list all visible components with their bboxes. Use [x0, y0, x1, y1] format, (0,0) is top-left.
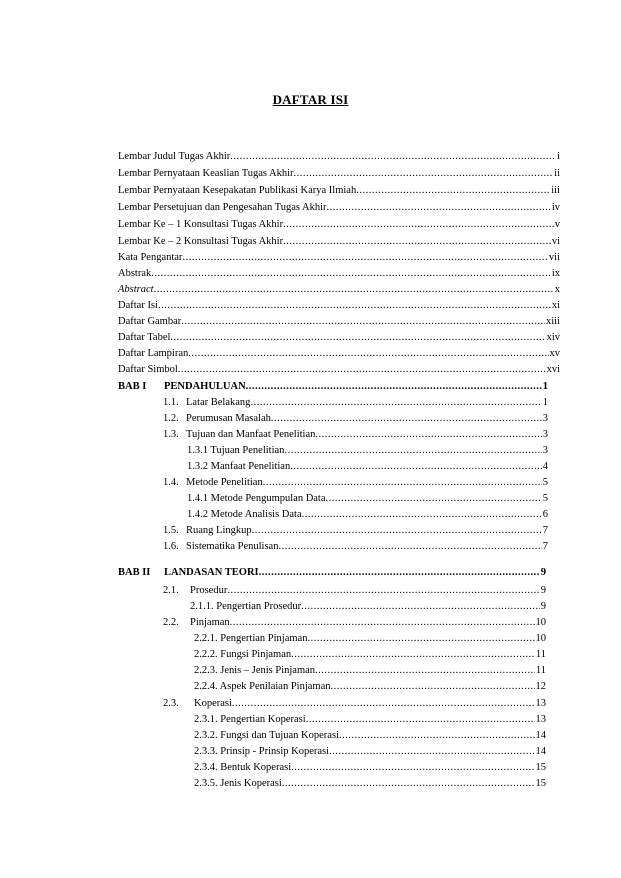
toc-entry-label: Lembar Ke – 2 Konsultasi Tugas Akhir [118, 236, 284, 247]
leader-dots [271, 412, 542, 426]
subsection-label: 1.4.1 Metode Pengumpulan Data [187, 493, 326, 504]
toc-entry-page: xiv [546, 332, 560, 343]
chapter-page: 9 [540, 567, 546, 578]
toc-entry-page: ii [554, 168, 560, 179]
section-label: Latar Belakang [186, 397, 251, 408]
leader-dots [307, 632, 534, 646]
section-page: 10 [535, 617, 546, 628]
toc-entry-label: Kata Pengantar [118, 252, 183, 263]
subsection-label: 2.2.1. Pengertian Pinjaman [194, 633, 308, 644]
toc-entry-label: Lembar Pernyataan Keaslian Tugas Akhir [118, 168, 294, 179]
section-number: 1.3. [163, 429, 179, 440]
chapter-heading [118, 566, 546, 580]
toc-entry-label: Lembar Persetujuan dan Pengesahan Tugas Akhir [118, 202, 327, 213]
section-page: 9 [540, 585, 546, 596]
leader-dots [283, 235, 551, 249]
leader-dots [252, 524, 542, 538]
section-page: 3 [542, 429, 548, 440]
leader-dots [339, 729, 535, 743]
subsection-label: 1.3.2 Manfaat Penelitian [187, 461, 291, 472]
section-number: 2.1. [163, 585, 179, 596]
subsection-label: 2.3.2. Fungsi dan Tujuan Koperasi [194, 730, 339, 741]
toc-entry-label: Lembar Judul Tugas Akhir [118, 151, 231, 162]
toc-subsection [163, 540, 548, 554]
subsection-page: 10 [535, 633, 546, 644]
section-label: Prosedur [190, 585, 228, 596]
section-label: Ruang Lingkup [186, 525, 252, 536]
toc-subsubsection [194, 745, 546, 759]
leader-dots [250, 396, 541, 410]
chapter-title: LANDASAN TEORI [164, 567, 259, 578]
subsection-page: 3 [542, 445, 548, 456]
section-label: Tujuan dan Manfaat Penelitian [186, 429, 316, 440]
section-number: 1.2. [163, 413, 179, 424]
subsection-label: 2.3.1. Pengertian Koperasi [194, 714, 306, 725]
leader-dots [356, 184, 550, 198]
leader-dots [327, 201, 551, 215]
toc-entry-label: Daftar Simbol [118, 364, 178, 375]
subsection-page: 14 [535, 730, 546, 741]
subsection-page: 6 [542, 509, 548, 520]
toc-subsection [163, 428, 548, 442]
toc-entry [118, 218, 560, 232]
section-page: 7 [542, 525, 548, 536]
subsection-page: 11 [535, 649, 546, 660]
subsection-page: 5 [542, 493, 548, 504]
toc-subsection [163, 616, 546, 630]
leader-dots [294, 167, 554, 181]
toc-entry-label: Lembar Pernyataan Kesepakatan Publikasi Karya Ilmiah [118, 185, 357, 196]
section-page: 7 [542, 541, 548, 552]
subsection-label: 2.2.2. Fungsi Pinjaman [194, 649, 292, 660]
toc-entry [118, 347, 560, 361]
toc-entry-page: vi [551, 236, 560, 247]
toc-subsubsection [194, 729, 546, 743]
leader-dots [290, 460, 542, 474]
chapter-number: BAB II [118, 567, 151, 578]
section-number: 2.3. [163, 698, 179, 709]
leader-dots [315, 664, 535, 678]
leader-dots [329, 745, 534, 759]
subsection-page: 14 [535, 746, 546, 757]
leader-dots [291, 761, 534, 775]
subsection-page: 4 [542, 461, 548, 472]
toc-subsubsection [187, 444, 548, 458]
chapter-heading [118, 380, 548, 394]
section-number: 1.5. [163, 525, 179, 536]
chapter-number: BAB I [118, 381, 147, 392]
leader-dots [259, 566, 540, 580]
leader-dots [182, 251, 547, 265]
toc-entry-page: iv [551, 202, 560, 213]
subsection-page: 15 [535, 778, 546, 789]
leader-dots [278, 540, 541, 554]
toc-entry [118, 167, 560, 181]
toc-entry-label: Daftar Isi [118, 300, 158, 311]
section-label: Metode Penelitian [186, 477, 263, 488]
toc-entry-label: Lembar Ke – 1 Konsultasi Tugas Akhir [118, 219, 284, 230]
toc-entry [118, 235, 560, 249]
subsection-page: 9 [540, 601, 546, 612]
leader-dots [181, 315, 545, 329]
section-label: Koperasi [194, 698, 232, 709]
section-page: 5 [542, 477, 548, 488]
subsection-page: 13 [535, 714, 546, 725]
leader-dots [227, 584, 539, 598]
toc-subsection [163, 697, 546, 711]
toc-entry-page: iii [551, 185, 560, 196]
subsection-page: 11 [535, 665, 546, 676]
toc-subsection [163, 524, 548, 538]
page-title: DAFTAR ISI [272, 92, 349, 107]
toc-entry-page: vii [548, 252, 560, 263]
toc-subsubsection [194, 664, 546, 678]
toc-entry-page: i [557, 151, 560, 162]
leader-dots [326, 492, 542, 506]
toc-entry-page: v [554, 219, 560, 230]
leader-dots [178, 363, 546, 377]
toc-subsubsection [194, 632, 546, 646]
section-page: 3 [542, 413, 548, 424]
leader-dots [230, 150, 556, 164]
toc-entry-label: Daftar Tabel [118, 332, 171, 343]
toc-subsubsection [194, 648, 546, 662]
chapter-title: PENDAHULUAN [164, 381, 246, 392]
leader-dots [331, 680, 535, 694]
leader-dots [291, 648, 535, 662]
leader-dots [158, 299, 551, 313]
toc-subsubsection [190, 600, 546, 614]
toc-entry [118, 315, 560, 329]
section-number: 1.1. [163, 397, 179, 408]
toc-entry-page: xv [549, 348, 560, 359]
toc-entry-page: ix [551, 268, 560, 279]
toc-subsubsection [187, 460, 548, 474]
toc-entry-page: xiii [545, 316, 560, 327]
toc-subsubsection [187, 492, 548, 506]
section-label: Sistematika Penulisan [186, 541, 279, 552]
toc-entry-page: xi [551, 300, 560, 311]
section-number: 1.4. [163, 477, 179, 488]
toc-entry [118, 363, 560, 377]
subsection-label: 1.3.1 Tujuan Penelitian [187, 445, 285, 456]
leader-dots [315, 428, 541, 442]
toc-entry [118, 331, 560, 345]
section-number: 2.2. [163, 617, 179, 628]
leader-dots [154, 283, 554, 297]
toc-entry [118, 251, 560, 265]
toc-entry-label: Abstrak [118, 268, 152, 279]
chapter-page: 1 [542, 381, 548, 392]
leader-dots [170, 331, 545, 345]
section-page: 1 [542, 397, 548, 408]
toc-entry [118, 184, 560, 198]
toc-entry [118, 283, 560, 297]
section-page: 13 [535, 698, 546, 709]
toc-subsection [163, 396, 548, 410]
leader-dots [232, 697, 535, 711]
toc-entry [118, 299, 560, 313]
toc-entry [118, 150, 560, 164]
toc-subsection [163, 476, 548, 490]
toc-entry-page: xvi [546, 364, 560, 375]
toc-subsubsection [194, 713, 546, 727]
toc-entry-label: Daftar Lampiran [118, 348, 189, 359]
leader-dots [230, 616, 535, 630]
leader-dots [151, 267, 551, 281]
toc-subsubsection [194, 761, 546, 775]
toc-subsection [163, 584, 546, 598]
toc-entry-label: Daftar Gambar [118, 316, 182, 327]
subsection-page: 12 [535, 681, 546, 692]
toc-subsection [163, 412, 548, 426]
leader-dots [301, 600, 540, 614]
leader-dots [263, 476, 542, 490]
leader-dots [302, 508, 542, 522]
subsection-label: 1.4.2 Metode Analisis Data [187, 509, 302, 520]
leader-dots [284, 444, 541, 458]
toc-subsubsection [194, 680, 546, 694]
toc-entry [118, 201, 560, 215]
section-number: 1.6. [163, 541, 179, 552]
leader-dots [306, 713, 535, 727]
leader-dots [188, 347, 548, 361]
leader-dots [246, 380, 542, 394]
toc-subsubsection [187, 508, 548, 522]
section-label: Pinjaman [190, 617, 230, 628]
subsection-label: 2.3.5. Jenis Koperasi [194, 778, 282, 789]
toc-entry-page: x [554, 284, 560, 295]
subsection-label: 2.3.4. Bentuk Koperasi [194, 762, 292, 773]
leader-dots [282, 777, 535, 791]
toc-entry-label: Abstract [118, 284, 154, 295]
subsection-label: 2.2.4. Aspek Penilaian Pinjaman [194, 681, 331, 692]
leader-dots [283, 218, 554, 232]
subsection-label: 2.3.3. Prinsip - Prinsip Koperasi [194, 746, 330, 757]
section-label: Perumusan Masalah [186, 413, 271, 424]
toc-entry [118, 267, 560, 281]
subsection-label: 2.1.1. Pengertian Prosedur [190, 601, 302, 612]
subsection-label: 2.2.3. Jenis – Jenis Pinjaman [194, 665, 316, 676]
toc-subsubsection [194, 777, 546, 791]
subsection-page: 15 [535, 762, 546, 773]
